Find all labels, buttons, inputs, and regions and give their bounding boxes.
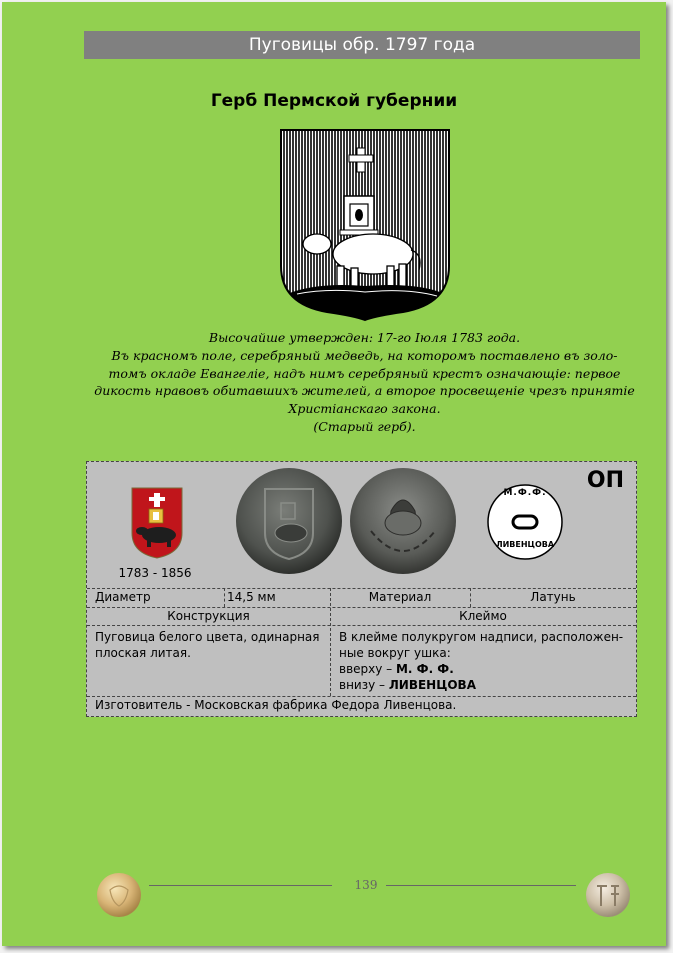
- description-line: Въ красномъ поле, серебряный медведь, на которомъ поставлено въ золо-: [111, 347, 618, 363]
- years-label: 1783 - 1856: [118, 566, 192, 580]
- perm-coat-of-arms-color-icon: [131, 487, 183, 559]
- material-label: Материал: [368, 590, 432, 604]
- mark-bottom-value: ЛИВЕНЦОВА: [388, 678, 476, 692]
- divider: [87, 588, 636, 589]
- manufacturer-text: Изготовитель - Московская фабрика Федора Ливенцова.: [95, 698, 457, 712]
- material-value: Латунь: [530, 590, 576, 604]
- mark-bottom-line: [339, 677, 635, 693]
- stamp-top-text: М.Ф.Ф.: [503, 488, 547, 498]
- description-line: томъ окладе Евангеліе, надъ нимъ серебряный крестъ означающіе: первое: [108, 365, 621, 381]
- description-line: дикость нравовъ обитавшихъ жителей, а второе просвещеніе чрезъ принятіе: [94, 383, 635, 399]
- footer-divider-left: [149, 885, 332, 886]
- button-front-photo: [235, 467, 343, 575]
- page-number: 139: [354, 878, 378, 892]
- section-title: Пуговицы обр. 1797 года: [84, 31, 640, 59]
- button-back-photo: [349, 467, 457, 575]
- diameter-label: Диаметр: [95, 590, 151, 604]
- button-code-label: ОП: [586, 468, 624, 493]
- footer-button-left-icon: [96, 872, 142, 918]
- divider: [224, 588, 225, 607]
- divider: [87, 696, 636, 697]
- mark-text: [339, 629, 635, 693]
- mark-header: Клеймо: [459, 609, 507, 623]
- coat-of-arms-title: Герб Пермской губернии: [210, 91, 458, 111]
- mark-line: ные вокруг ушка:: [339, 646, 451, 660]
- construction-header: Конструкция: [167, 609, 250, 623]
- description-line: (Старый герб).: [313, 418, 416, 434]
- footer-button-right-icon: [585, 872, 631, 918]
- divider: [87, 607, 636, 608]
- description-line: Высочайше утвержден: 17-го Іюля 1783 года.: [208, 330, 521, 345]
- stamp-bottom-text: ЛИВЕНЦОВА: [495, 540, 555, 549]
- diameter-value: 14,5 мм: [227, 590, 276, 604]
- divider: [330, 588, 331, 696]
- mark-top-value: М. Ф. Ф.: [395, 662, 454, 676]
- coat-description: [92, 329, 637, 436]
- mark-line: В клейме полукругом надписи, расположен-: [339, 630, 624, 644]
- mark-top-line: [339, 661, 635, 677]
- mark-top-prefix: вверху –: [339, 662, 396, 676]
- footer-divider-right: [386, 885, 576, 886]
- button-images-row: [87, 462, 636, 588]
- divider: [87, 625, 636, 626]
- perm-coat-of-arms-image: [277, 126, 453, 322]
- description-line: Христіанскаго закона.: [288, 401, 441, 417]
- button-spec-table: [86, 461, 637, 717]
- page: [2, 2, 666, 946]
- mark-bottom-prefix: внизу –: [339, 678, 389, 692]
- construction-text: Пуговица белого цвета, одинарная плоская литая.: [95, 630, 320, 660]
